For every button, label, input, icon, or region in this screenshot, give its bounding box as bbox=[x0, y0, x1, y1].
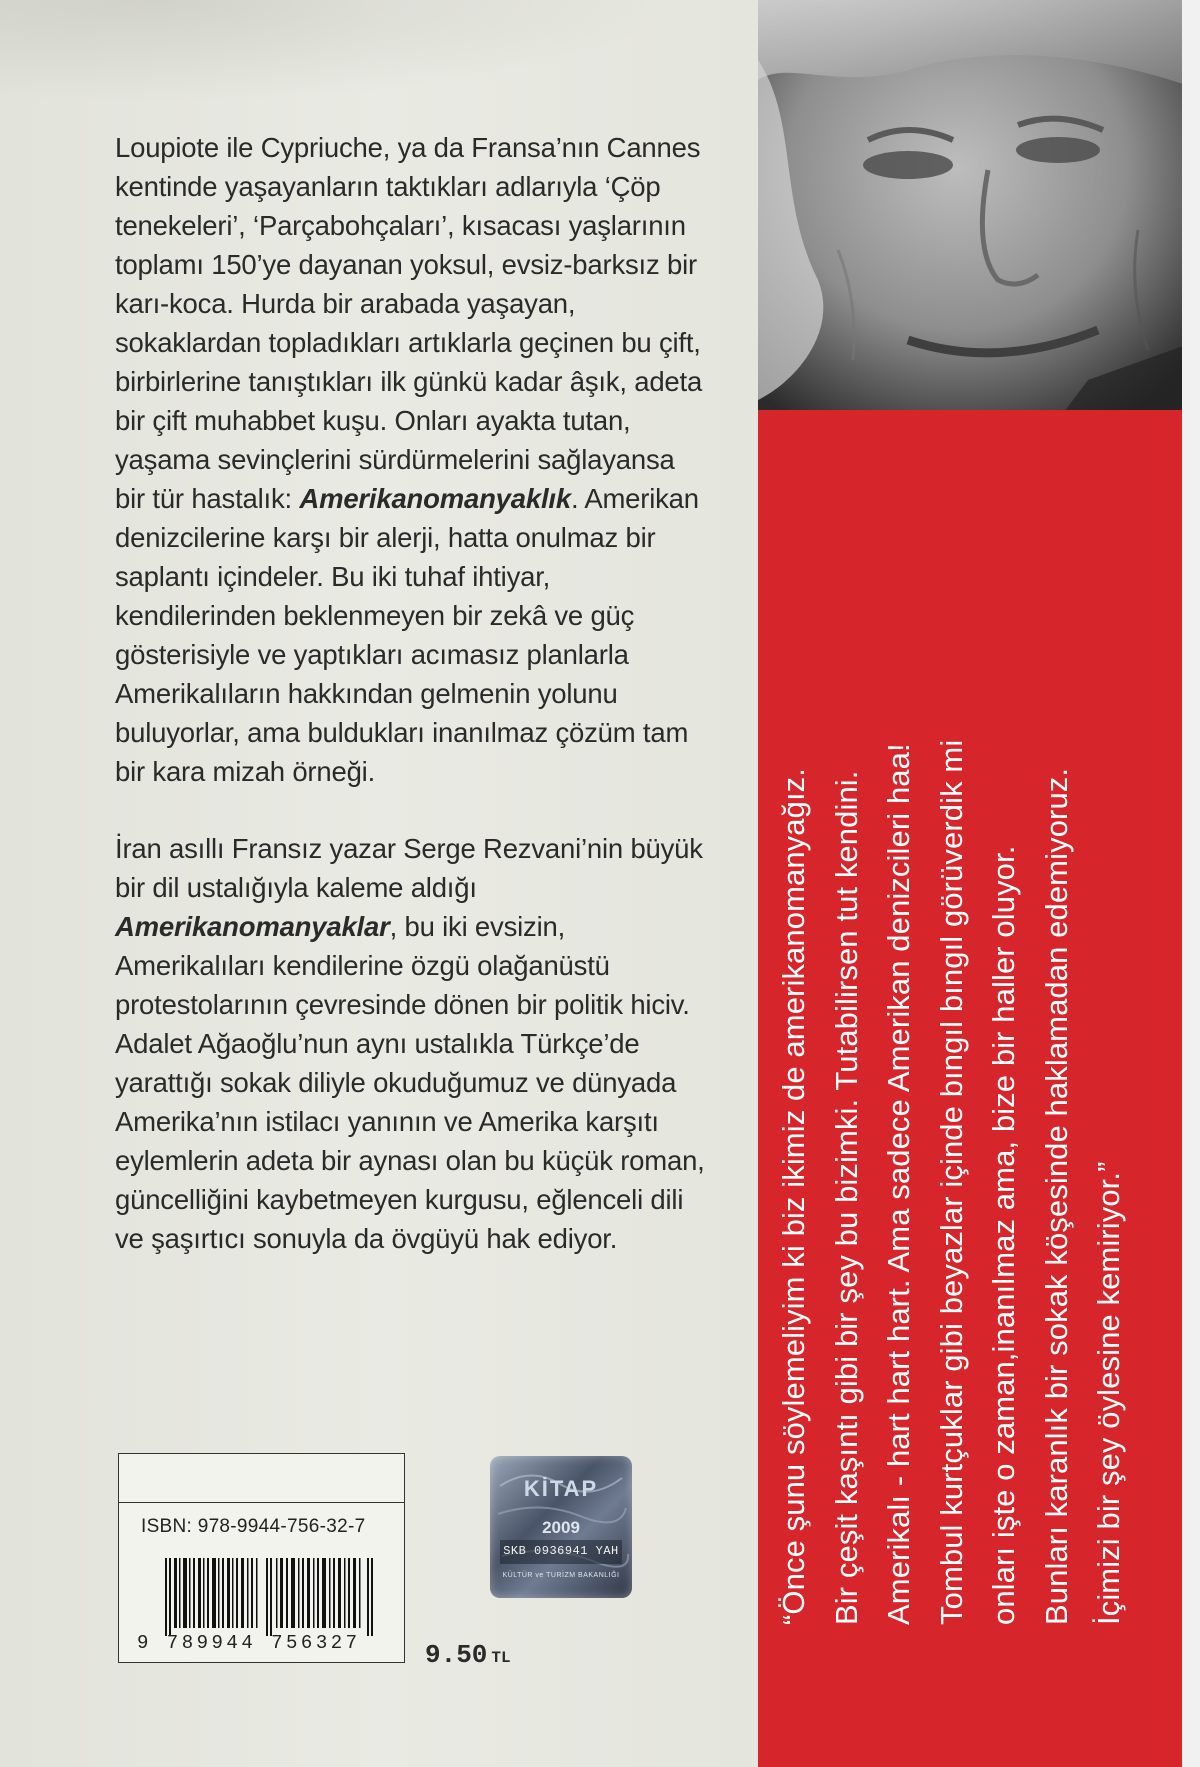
quote-line: “Önce şunu söylemeliyim ki biz ikimiz de amerikanomanyağız. bbox=[776, 768, 811, 1625]
isbn-box bbox=[118, 1453, 405, 1663]
price-value: 9.50 bbox=[425, 1640, 488, 1670]
quote-line: Bir çeşit kaşıntı gibi bir şey bu bizimki. Tutabilirsen tut kendini. bbox=[828, 770, 864, 1625]
cover-texture bbox=[0, 0, 758, 120]
price-label bbox=[425, 1640, 511, 1670]
isbn-box-divider bbox=[119, 1502, 404, 1503]
hologram-title: KİTAP bbox=[523, 1476, 599, 1501]
book-title-emphasis: Amerikanomanyaklar bbox=[115, 911, 390, 942]
description-paragraph-2: İran asıllı Fransız yazar Serge Rezvani’nin büyük bir dil ustalığıyla kaleme aldığı Amerikanomanyaklar, bu iki evsizin, Amerikalıları kendilerine özgü olağanüstü protestolarının çevresinde dönen bir politik hiciv. Adalet Ağaoğlu’nun aynı ustalıkla Türkçe’de yarattığı sokak diliyle okuduğumuz ve dünyada Amerika’nın istilacı yanının ve Amerika karşıtı eylemlerin adeta bir aynası olan bu küçük roman, güncelliğini kaybetmeyen kurgusu, eğlenceli dili ve şaşırtıcı sonuyla da övgüyü hak ediyor. bbox=[115, 833, 705, 1254]
quote-line: Bunları karanlık bir sokak köşesinde haklamadan edemiyoruz. bbox=[1038, 767, 1074, 1625]
barcode-digits: 9 789944 756327 bbox=[137, 1632, 361, 1654]
author-photo bbox=[758, 0, 1200, 420]
book-quote bbox=[768, 465, 1136, 1625]
hologram-issuer: KÜLTÜR ve TURİZM BAKANLIĞI bbox=[502, 1572, 620, 1579]
price-currency: TL bbox=[491, 1649, 511, 1667]
quote-line: Tombul kurtçuklar gibi beyazlar içinde bıngıl bıngıl görüverdik mi bbox=[933, 739, 969, 1625]
ministry-hologram-sticker bbox=[490, 1456, 632, 1598]
book-description bbox=[115, 128, 705, 1296]
quote-line: Amerikalı - hart hart hart. Ama sadece Amerikan denizcileri haa! bbox=[881, 743, 916, 1625]
quote-line: İçimizi bir şey öylesine kemiriyor.” bbox=[1091, 1161, 1126, 1625]
isbn-number: ISBN: 978-9944-756-32-7 bbox=[141, 1516, 366, 1537]
hologram-code: SKB 0936941 YAH bbox=[503, 1544, 619, 1558]
book-title-emphasis: Amerikanomanyaklık bbox=[299, 483, 571, 514]
barcode-icon bbox=[165, 1558, 375, 1636]
quote-line: onları işte o zaman,inanılmaz ama, bize bir haller oluyor. bbox=[986, 845, 1021, 1625]
description-paragraph-1: Loupiote ile Cypriuche, ya da Fransa’nın Cannes kentinde yaşayanların taktıkları adlarıyla ‘Çöp tenekeleri’, ‘Parçabohçaları’, kısacası yaşlarının toplamı 150’ye dayanan yoksul, evsiz-barksız bir karı-koca. Hurda bir arabada yaşayan, sokaklardan topladıkları artıklarla geçinen bu çift, birbirlerine tanıştıkları ilk günkü kadar âşık, adeta bir çift muhabbet kuşu. Onları ayakta tutan, yaşama sevinçlerini sürdürmelerini sağlayansa bir tür hastalık: Amerikanomanyaklık. Amerikan denizcilerine karşı bir alerji, hatta onulmaz bir saplantı içindeler. Bu iki tuhaf ihtiyar, kendilerinden beklenmeyen bir zekâ ve güç gösterisiyle ve yaptıkları acımasız planlarla Amerikalıların hakkından gelmenin yolunu buluyorlar, ama buldukları inanılmaz çözüm tam bir kara mizah örneği. bbox=[115, 132, 703, 787]
author-photo-image bbox=[758, 0, 1200, 420]
cover-edge bbox=[1182, 0, 1200, 1767]
hologram-year: 2009 bbox=[542, 1518, 580, 1537]
